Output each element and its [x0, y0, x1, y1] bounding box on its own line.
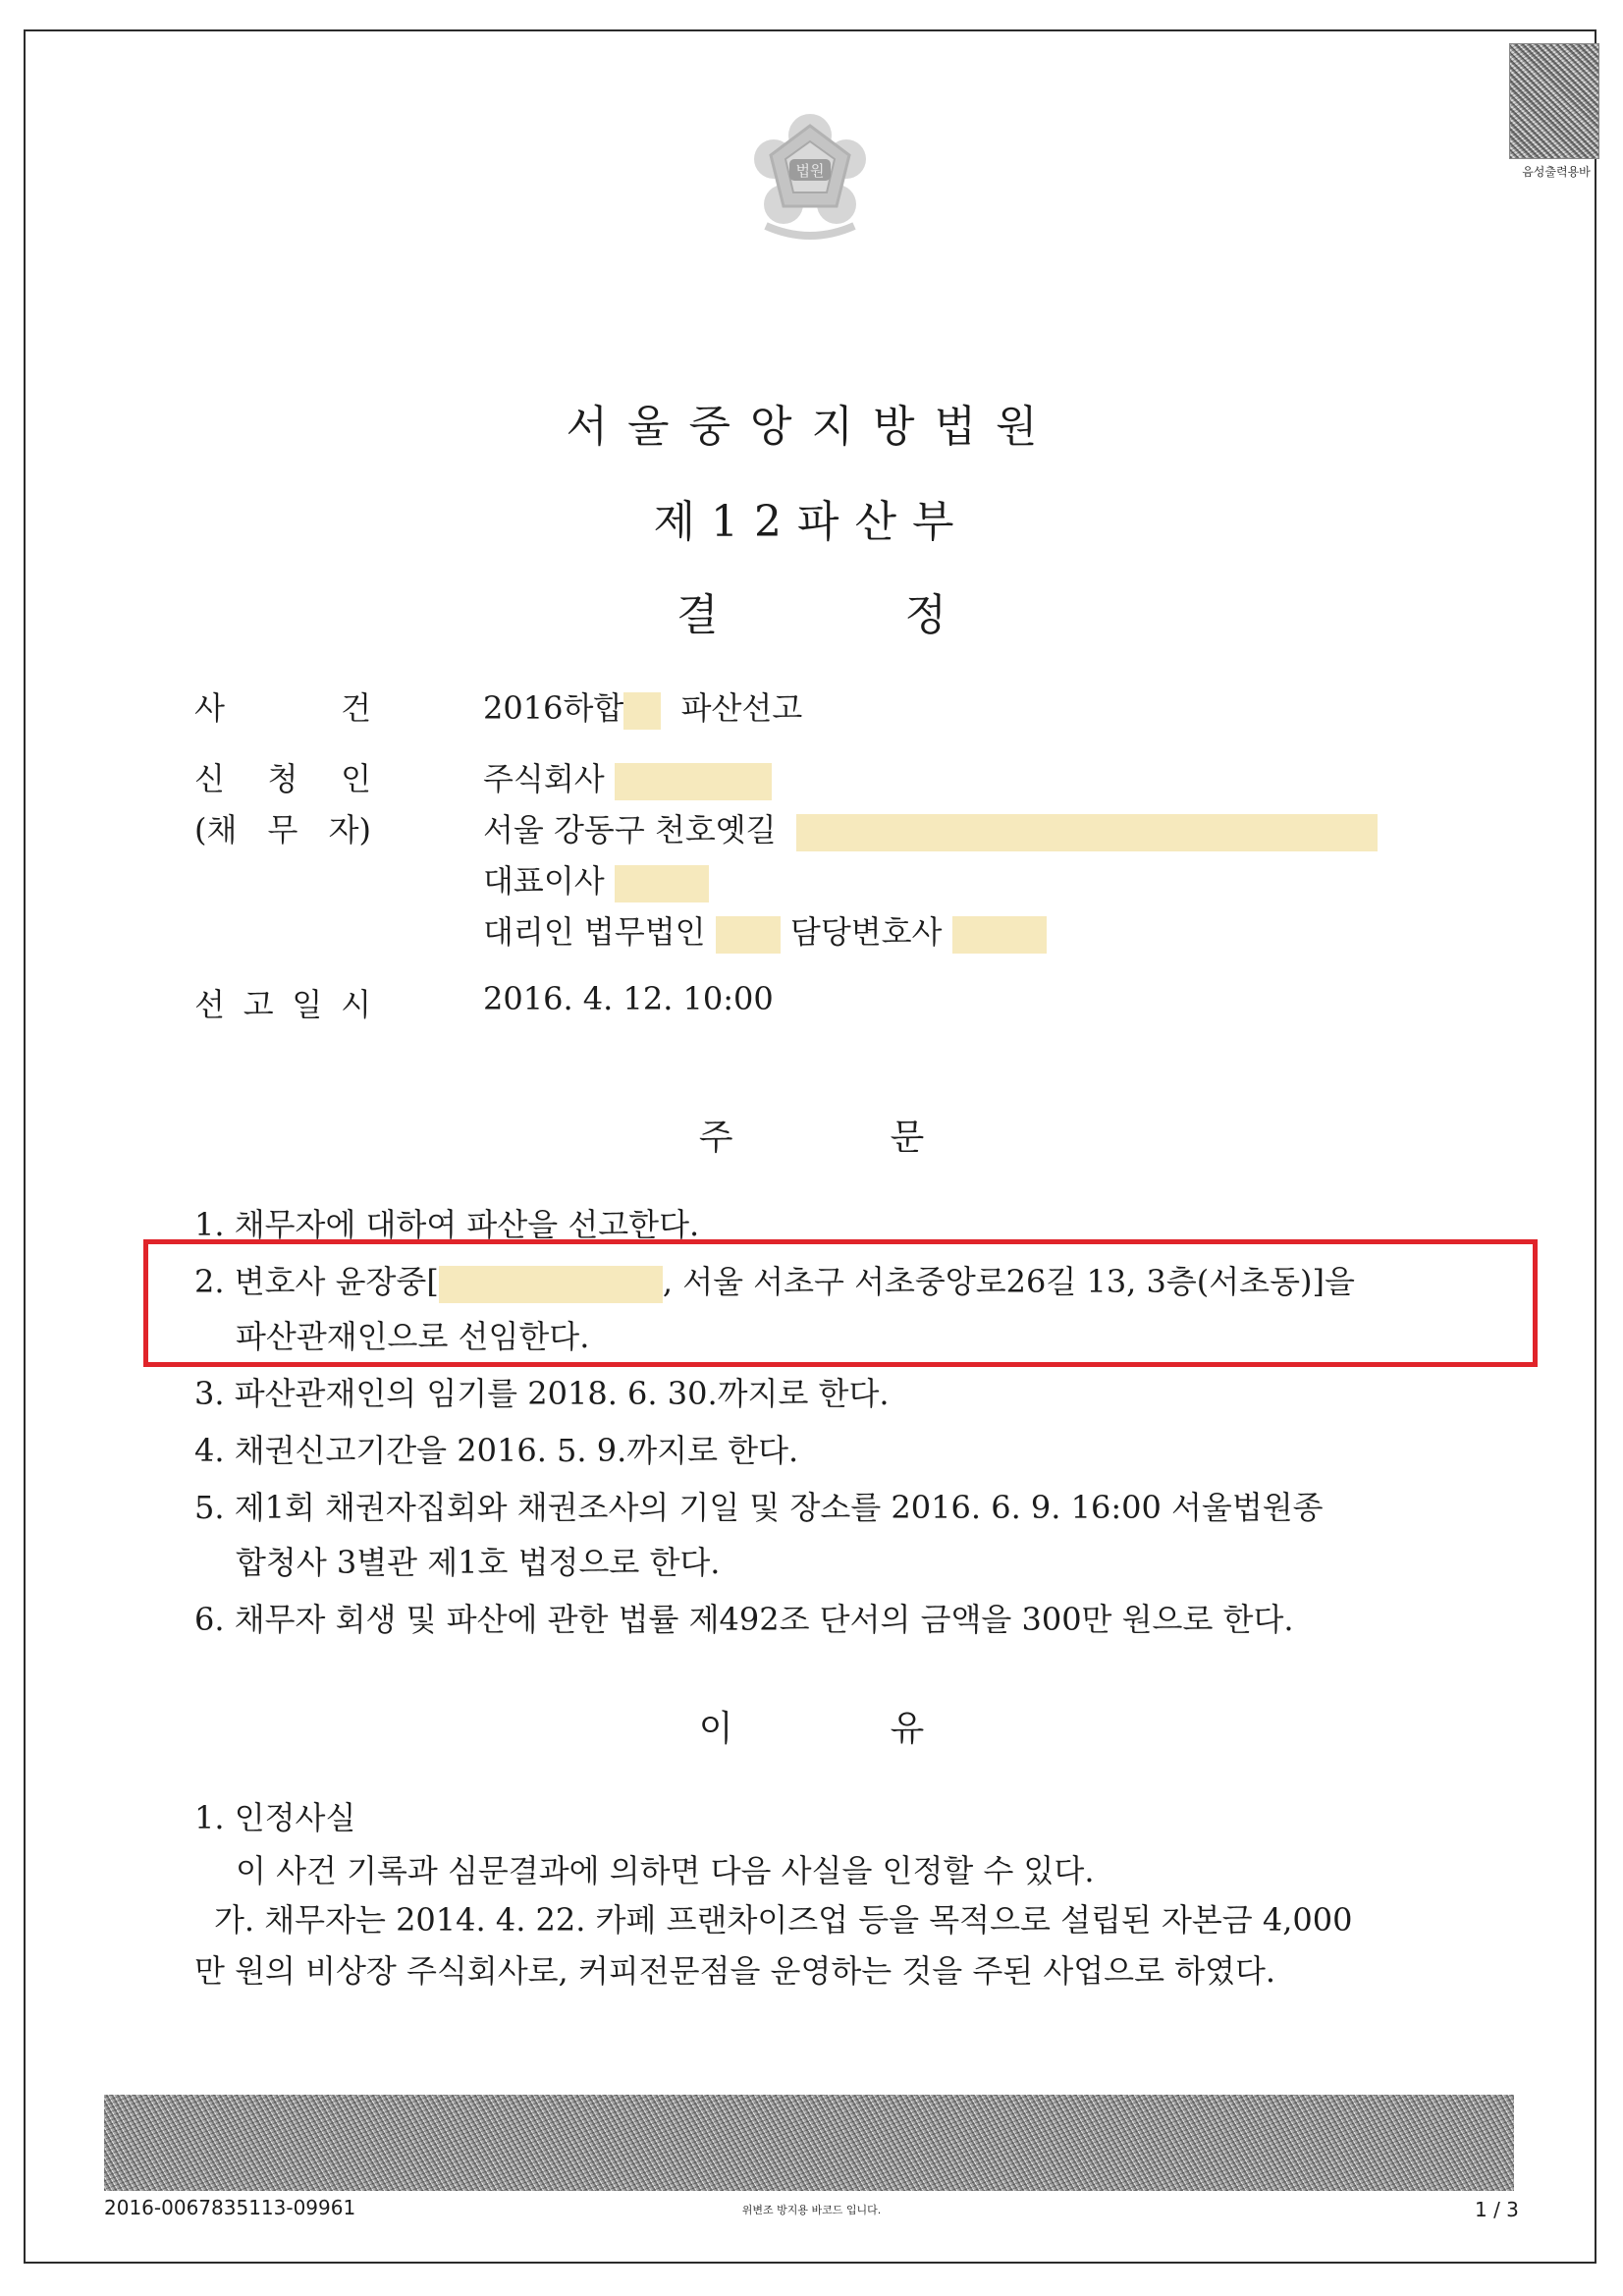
label-char: 고	[243, 986, 274, 1023]
representative	[483, 856, 709, 902]
redaction	[796, 814, 1378, 851]
applicant-address	[483, 805, 1378, 851]
applicant-company-prefix: 주식회사	[483, 760, 605, 797]
redaction	[623, 692, 661, 730]
case-number-prefix: 2016하합	[483, 689, 624, 727]
order-item: 3. 파산관재인의 임기를 2018. 6. 30.까지로 한다.	[194, 1375, 890, 1412]
label-char: 시	[341, 986, 371, 1023]
label-char: 신	[194, 760, 225, 797]
highlight-box	[143, 1239, 1538, 1367]
label-char: 건	[341, 689, 371, 727]
label-char: 인	[341, 760, 371, 797]
heading-char: 문	[890, 1118, 925, 1158]
reasons-heading	[0, 1701, 1623, 1751]
barcode-note: 위변조 방지용 바코드 입니다.	[741, 2204, 882, 2216]
agent-prefix: 대리인 법무법인	[483, 913, 706, 951]
seal-text: 법원	[795, 162, 825, 180]
case-label	[194, 683, 371, 729]
label-char: (채	[194, 811, 238, 848]
redaction	[716, 916, 781, 954]
qr-label: 음성출력용바	[1522, 165, 1591, 179]
agent	[483, 907, 1047, 954]
doc-type-char: 결	[676, 590, 719, 640]
address-prefix: 서울 강동구 천호옛길	[483, 811, 777, 848]
order-heading	[0, 1110, 1623, 1160]
document-type	[0, 579, 1623, 642]
order-text: 2. 변호사 윤장중[	[194, 1263, 439, 1300]
representative-prefix: 대표이사	[483, 862, 605, 900]
order-item-continuation: 파산관재인으로 선임한다.	[236, 1318, 590, 1355]
label-char: 일	[292, 986, 323, 1023]
applicant-label	[194, 754, 371, 799]
heading-char: 유	[890, 1709, 925, 1749]
court-seal-emblem	[746, 98, 874, 246]
reason-line: 만 원의 비상장 주식회사로, 커피전문점을 운영하는 것을 주된 사업으로 하였다.	[194, 1952, 1276, 1990]
lawyer-prefix: 담당변호사	[789, 913, 943, 951]
label-char: 자)	[328, 811, 371, 848]
date-value: 2016. 4. 12. 10:00	[483, 980, 774, 1017]
order-text: , 서울 서초구 서초중앙로26길 13, 3층(서초동)]을	[662, 1263, 1355, 1300]
qr-code	[1509, 43, 1599, 159]
document-number: 2016-0067835113-09961	[104, 2196, 356, 2219]
heading-char: 이	[698, 1709, 733, 1749]
case-number	[483, 683, 802, 730]
order-item: 4. 채권신고기간을 2016. 5. 9.까지로 한다.	[194, 1432, 799, 1469]
date-label	[194, 980, 371, 1025]
redaction	[952, 916, 1047, 954]
case-title: 파산선고	[680, 689, 803, 727]
order-item: 1. 채무자에 대하여 파산을 선고한다.	[194, 1206, 700, 1243]
anti-forgery-barcode	[104, 2095, 1514, 2191]
order-item: 6. 채무자 회생 및 파산에 관한 법률 제492조 단서의 금액을 300만 원으로 한다.	[194, 1601, 1294, 1638]
reason-line: 이 사건 기록과 심문결과에 의하면 다음 사실을 인정할 수 있다.	[236, 1852, 1095, 1889]
redaction	[615, 865, 709, 902]
doc-type-char: 정	[904, 590, 947, 640]
division-name: 제12파산부	[653, 497, 970, 547]
debtor-label	[194, 805, 371, 850]
order-item-continuation: 합청사 3별관 제1호 법정으로 한다.	[236, 1544, 721, 1581]
page-number: 1 / 3	[1475, 2198, 1519, 2221]
label-char: 선	[194, 986, 225, 1023]
label-char: 청	[267, 760, 298, 797]
label-char: 무	[267, 811, 298, 848]
redaction	[615, 763, 772, 800]
reason-line: 1. 인정사실	[194, 1799, 356, 1836]
reason-line: 가. 채무자는 2014. 4. 22. 카페 프랜차이즈업 등을 목적으로 설립된 자본금 4,000	[214, 1901, 1353, 1939]
order-item: 5. 제1회 채권자집회와 채권조사의 기일 및 장소를 2016. 6. 9. 16:00 서울법원종	[194, 1489, 1324, 1526]
label-char: 사	[194, 689, 225, 727]
applicant-company	[483, 754, 772, 800]
court-name: 서울중앙지방법원	[566, 402, 1057, 452]
heading-char: 주	[698, 1118, 733, 1158]
